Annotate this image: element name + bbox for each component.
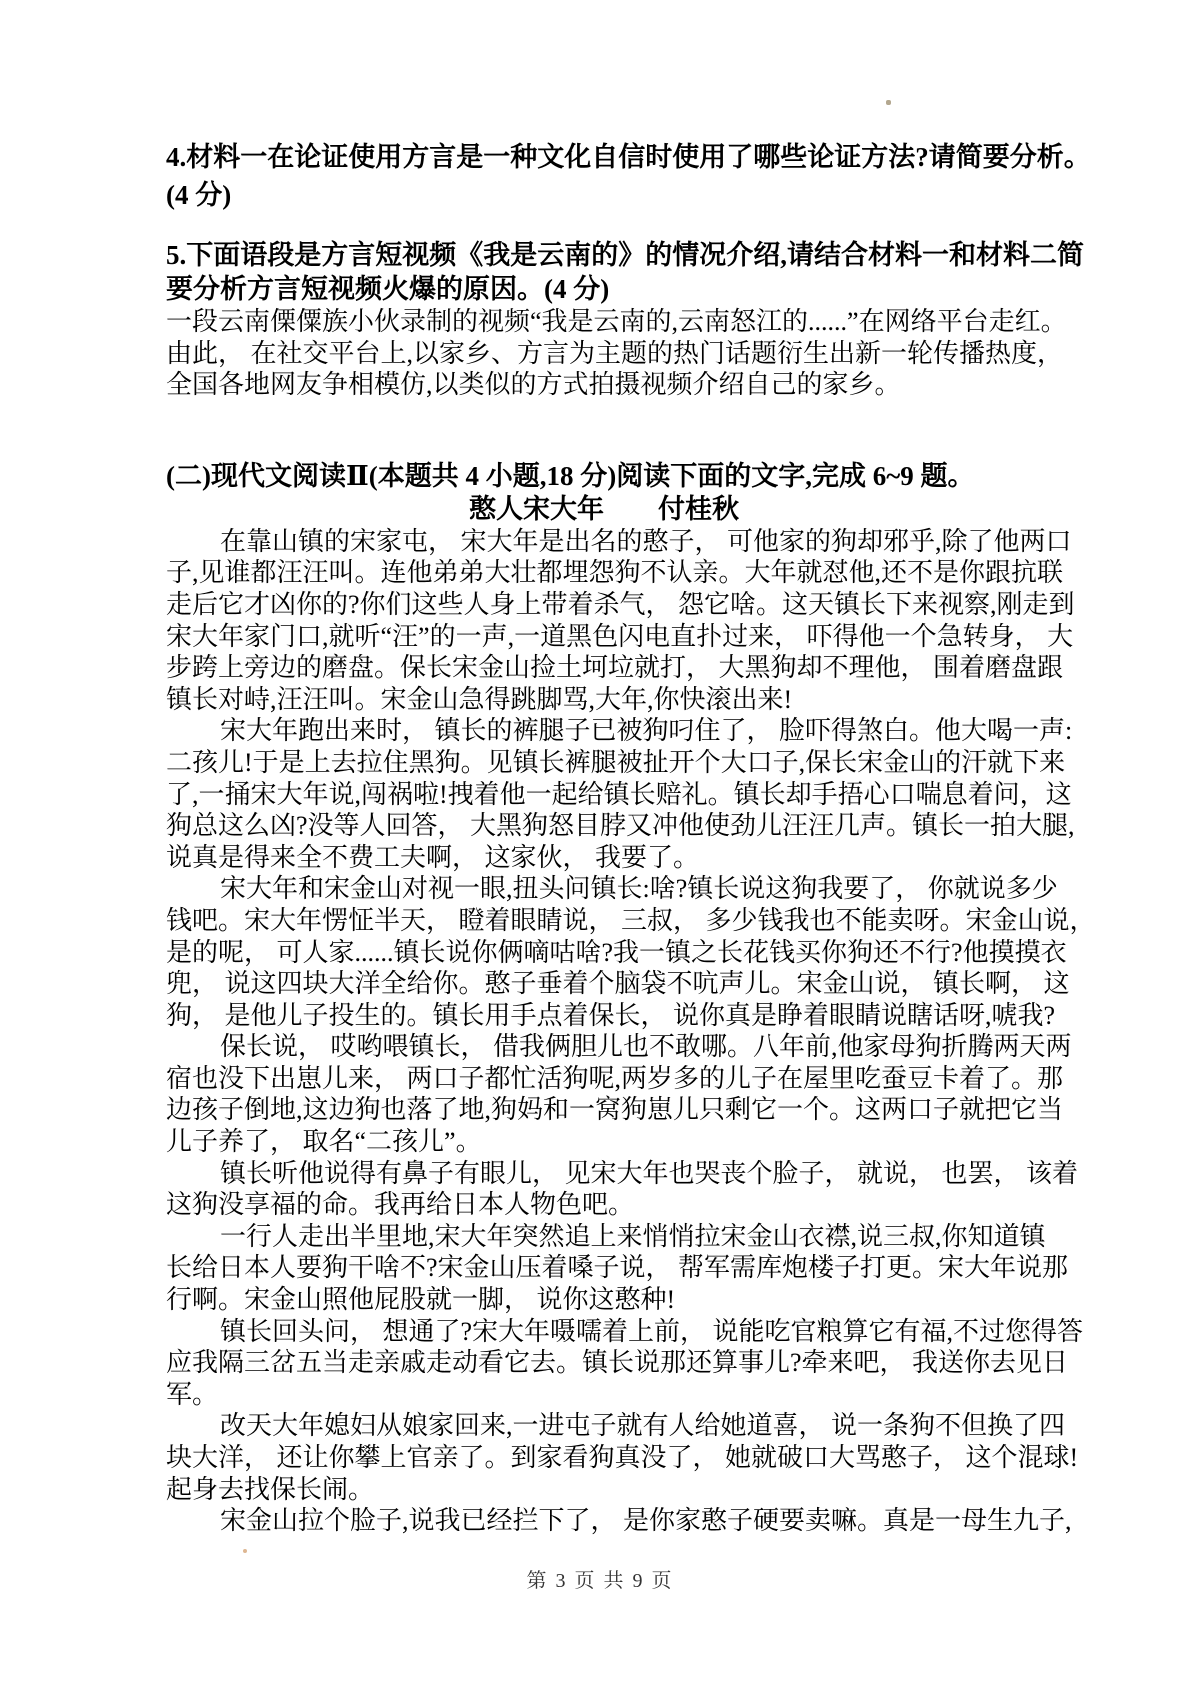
question-5 xyxy=(166,238,1084,306)
story-line: 宋大年和宋金山对视一眼,扭头问镇长:啥?镇长说这狗我要了， 你就说多少 xyxy=(220,874,1058,904)
story-line: 钱吧。宋大年愣怔半天， 瞪着眼睛说， 三叔， 多少钱我也不能卖呀。宋金山说， xyxy=(166,905,1096,935)
story-line: 走后它才凶你的?你们这些人身上带着杀气， 怨它啥。这天镇长下来视察,刚走到 xyxy=(166,589,1075,619)
question-5-line: 5.下面语段是方言短视频《我是云南的》的情况介绍,请结合材料一和材料二简 xyxy=(166,240,1084,270)
story-line: 狗， 是他儿子投生的。镇长用手点着保长， 说你真是睁着眼睛说瞎话呀,唬我? xyxy=(166,1000,1056,1030)
story-line: 改天大年媳妇从娘家回来,一进屯子就有人给她道喜， 说一条狗不但换了四 xyxy=(220,1411,1066,1441)
story-line: 兜， 说这四块大洋全给你。憨子垂着个脑袋不吭声儿。宋金山说， 镇长啊， 这 xyxy=(166,969,1070,999)
artifact-speck xyxy=(243,1549,247,1553)
story-line: 起身去找保长闹。 xyxy=(166,1474,375,1504)
story-line: 镇长回头问， 想通了?宋大年嗫嚅着上前， 说能吃官粮算它有福,不过您得答 xyxy=(220,1316,1084,1346)
section-heading xyxy=(166,459,1042,493)
story-line: 步跨上旁边的磨盘。保长宋金山捡土坷垃就打， 大黑狗却不理他， 围着磨盘跟 xyxy=(166,653,1064,683)
question-4-line: 4.材料一在论证使用方言是一种文化自信时使用了哪些论证方法?请简要分析。 xyxy=(166,142,1091,172)
story-line: 宋大年跑出来时， 镇长的裤腿子已被狗叼住了， 脸吓得煞白。他大喝一声: xyxy=(220,716,1073,746)
story-body xyxy=(166,526,1096,1537)
story-line: 宋金山拉个脸子,说我已经拦下了， 是你家憨子硬要卖嘛。真是一母生九子, xyxy=(220,1506,1072,1536)
story-line: 应我隔三岔五当走亲戚走动看它去。镇长说那还算事儿?牵来吧， 我送你去见日 xyxy=(166,1348,1069,1378)
story-line: 儿子养了， 取名“二孩儿”。 xyxy=(166,1127,482,1157)
question-4 xyxy=(166,138,1091,214)
section-heading-line: (二)现代文阅读Ⅱ(本题共 4 小题,18 分)阅读下面的文字,完成 6~9 题。 xyxy=(166,460,975,491)
story-line: 是的呢， 可人家......镇长说你俩嘀咕啥?我一镇之长花钱买你狗还不行?他摸摸衣 xyxy=(166,937,1067,967)
question-5-passage xyxy=(166,306,1067,401)
artifact-speck xyxy=(886,100,891,105)
story-line: 宋大年家门口,就听“汪”的一声,一道黑色闪电直扑过来， 吓得他一个急转身， 大 xyxy=(166,621,1074,651)
story-line: 镇长听他说得有鼻子有眼儿， 见宋大年也哭丧个脸子， 就说， 也罢， 该着 xyxy=(220,1158,1079,1188)
story-line: 保长说， 哎哟喂镇长， 借我俩胆儿也不敢哪。八年前,他家母狗折腾两天两 xyxy=(220,1032,1072,1062)
story-title-row xyxy=(166,493,1042,526)
story-author: 付桂秋 xyxy=(658,493,739,524)
story-line: 狗总这么凶?没等人回答， 大黑狗怒目脖又冲他使劲儿汪汪几声。镇长一拍大腿, xyxy=(166,811,1075,841)
story-line: 说真是得来全不费工夫啊， 这家伙， 我要了。 xyxy=(166,842,700,872)
story-line: 二孩儿!于是上去拉住黑狗。见镇长裤腿被扯开个大口子,保长宋金山的汗就下来 xyxy=(166,747,1066,777)
story-line: 边孩子倒地,这边狗也落了地,狗妈和一窝狗崽儿只剩它一个。这两口子就把它当 xyxy=(166,1095,1064,1125)
story-line: 块大洋， 还让你攀上官亲了。到家看狗真没了， 她就破口大骂憨子， 这个混球! xyxy=(166,1443,1079,1472)
story-line: 军。 xyxy=(166,1379,219,1409)
question-5-line: 要分析方言短视频火爆的原因。(4 分) xyxy=(166,274,610,304)
passage-line: 一段云南傈僳族小伙录制的视频“我是云南的,云南怒江的......”在网络平台走红。 xyxy=(166,307,1067,336)
page-content xyxy=(166,138,1096,1537)
story-line: 一行人走出半里地,宋大年突然追上来悄悄拉宋金山衣襟,说三叔,你知道镇 xyxy=(220,1221,1046,1251)
story-line: 了,一捅宋大年说,闯祸啦!拽着他一起给镇长赔礼。镇长却手捂心口喘息着问，这 xyxy=(166,779,1072,809)
passage-line: 全国各地网友争相模仿,以类似的方式拍摄视频介绍自己的家乡。 xyxy=(166,370,901,400)
story-line: 这狗没享福的命。我再给日本人物色吧。 xyxy=(166,1190,635,1220)
story-title: 憨人宋大年 xyxy=(469,493,604,524)
story-line: 子,见谁都汪汪叫。连他弟弟大壮都埋怨狗不认亲。大年就怼他,还不是你跟抗联 xyxy=(166,558,1064,588)
story-line: 在靠山镇的宋家屯， 宋大年是出名的憨子， 可他家的狗却邪乎,除了他两口 xyxy=(220,526,1072,556)
question-4-points: (4 分) xyxy=(166,180,232,210)
story-line: 镇长对峙,汪汪叫。宋金山急得跳脚骂,大年,你快滚出来! xyxy=(166,684,793,714)
passage-line: 由此， 在社交平台上,以家乡、方言为主题的热门话题衍生出新一轮传播热度， xyxy=(166,338,1064,368)
story-line: 长给日本人要狗干啥不?宋金山压着嗓子说， 帮军需库炮楼子打更。宋大年说那 xyxy=(166,1253,1069,1283)
story-line: 宿也没下出崽儿来， 两口子都忙活狗呢,两岁多的儿子在屋里吃蚕豆卡着了。那 xyxy=(166,1063,1064,1093)
page-footer: 第 3 页 共 9 页 xyxy=(526,1570,674,1592)
story-line: 行啊。宋金山照他屁股就一脚， 说你这憨种! xyxy=(166,1285,676,1315)
